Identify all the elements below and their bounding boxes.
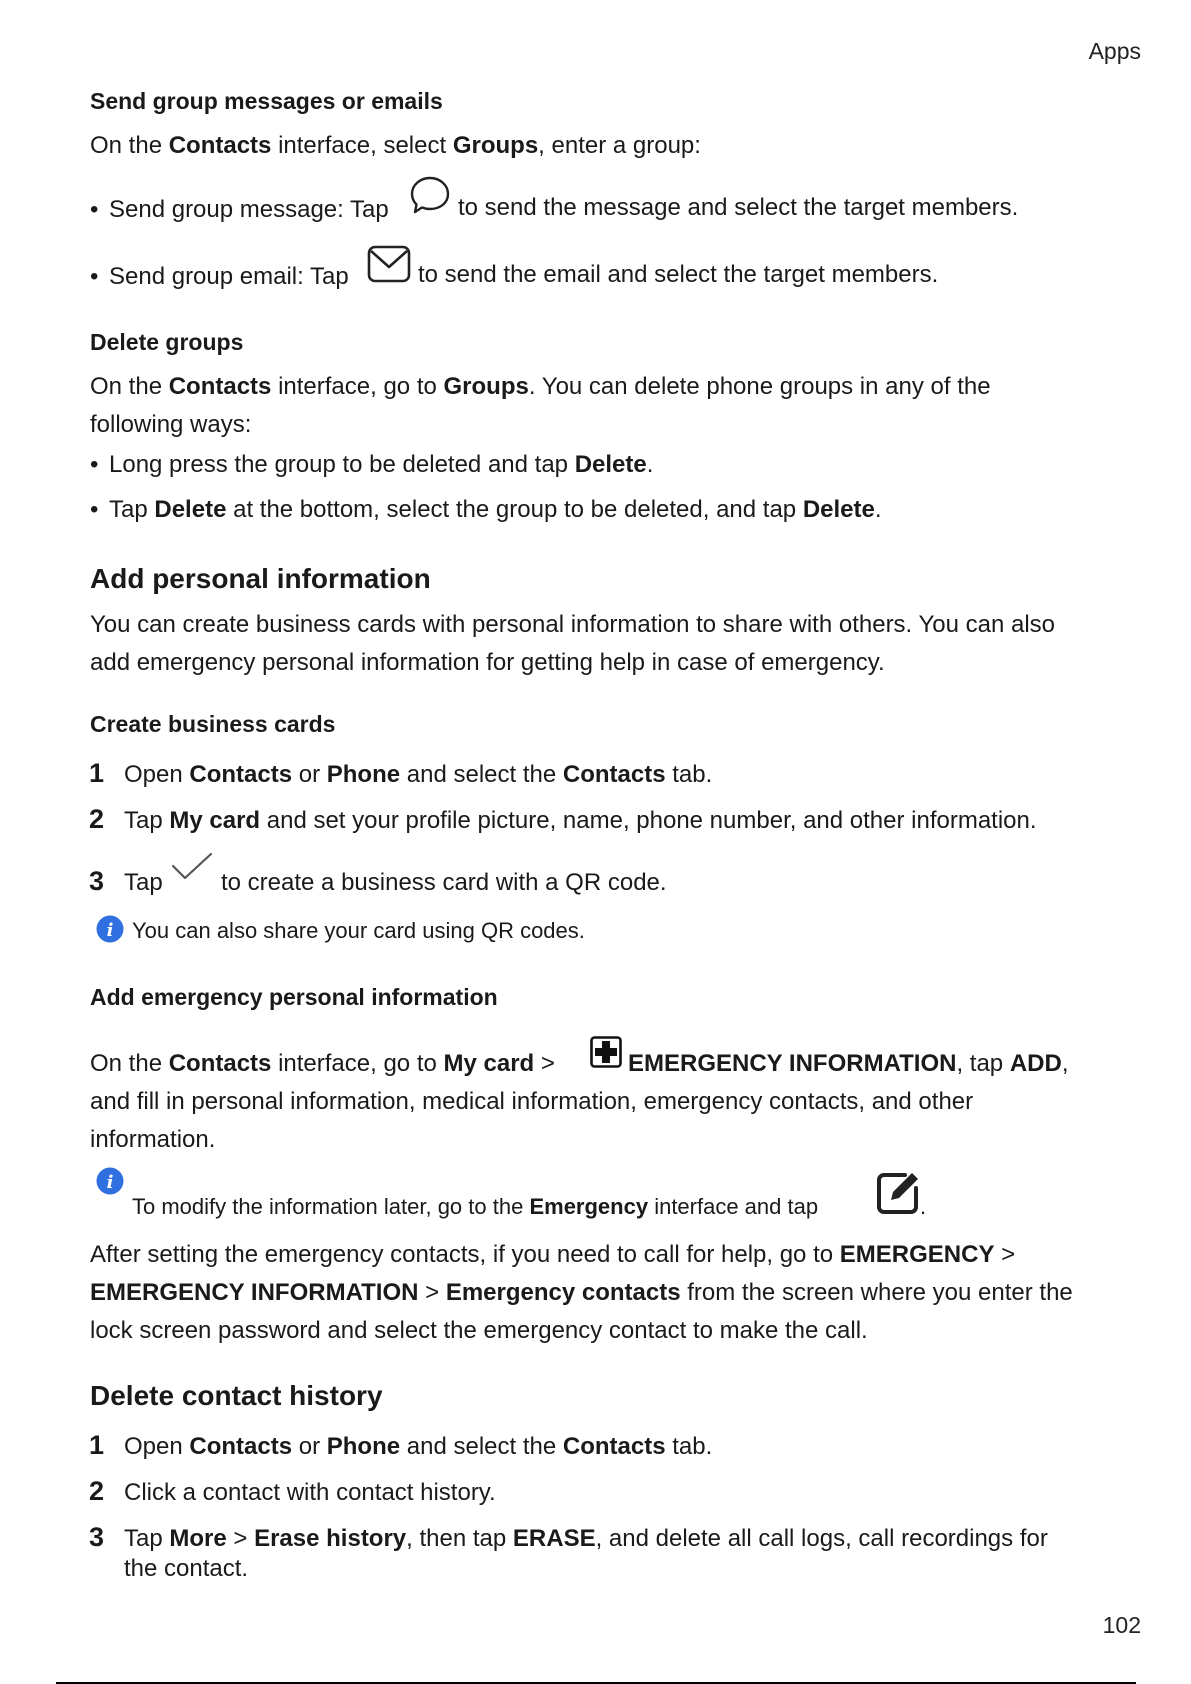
info-icon (96, 1167, 124, 1195)
emergency-line1-part2: EMERGENCY INFORMATION, tap ADD, (628, 1050, 1069, 1077)
step-number: 3 (89, 1522, 105, 1552)
history-step3-text: Tap More > Erase history, then tap ERASE, and delete all call logs, call recordings for (124, 1525, 1048, 1552)
step-number: 3 (89, 866, 105, 896)
bullet-send-group-email-after: to send the email and select the target members. (418, 261, 939, 288)
info-icon (96, 915, 124, 943)
delete-groups-heading: Delete groups (90, 329, 244, 355)
delete-history-heading: Delete contact history (90, 1380, 383, 1411)
emergency-after-line2: EMERGENCY INFORMATION > Emergency contacts from the screen where you enter the (90, 1279, 1073, 1306)
emergency-after-line3: lock screen password and select the emergency contact to make the call. (90, 1317, 868, 1344)
emergency-heading: Add emergency personal information (90, 984, 498, 1010)
emergency-line2: and fill in personal information, medical information, emergency contacts, and other (90, 1088, 974, 1115)
business-step3-after: to create a business card with a QR code. (221, 869, 667, 896)
emergency-note-period: . (920, 1194, 927, 1219)
svg-text:i: i (106, 1172, 114, 1193)
emergency-line1-part1: On the Contacts interface, go to My card > (90, 1050, 555, 1077)
page-header-section: Apps (1088, 38, 1141, 64)
personal-info-heading: Add personal information (90, 563, 431, 594)
business-step2-text: Tap My card and set your profile picture, name, phone number, and other information. (124, 807, 1037, 834)
mail-icon (367, 245, 411, 283)
history-step1-text: Open Contacts or Phone and select the Contacts tab. (124, 1433, 713, 1460)
step-number: 1 (89, 758, 105, 788)
edit-icon (875, 1170, 921, 1216)
send-group-heading: Send group messages or emails (90, 88, 443, 114)
emergency-after-line1: After setting the emergency contacts, if you need to call for help, go to EMERGENCY > (90, 1241, 1016, 1268)
personal-info-line2: add emergency personal information for getting help in case of emergency. (90, 649, 885, 676)
emergency-note-text: To modify the information later, go to the Emergency interface and tap (132, 1194, 819, 1219)
page-number: 102 (1102, 1612, 1141, 1638)
send-group-intro: On the Contacts interface, select Groups, enter a group: (90, 132, 701, 159)
business-step3-before: Tap (124, 869, 163, 896)
bullet-send-group-message-after: to send the message and select the target members. (458, 194, 1019, 221)
step-number: 2 (89, 1476, 105, 1506)
history-step2-text: Click a contact with contact history. (124, 1479, 496, 1506)
emergency-line3: information. (90, 1126, 216, 1153)
personal-info-line1: You can create business cards with personal information to share with others. You can also (90, 611, 1056, 638)
business-step1-text: Open Contacts or Phone and select the Contacts tab. (124, 761, 713, 788)
svg-text:i: i (106, 920, 114, 941)
checkmark-icon (170, 852, 214, 884)
delete-groups-intro-line1: On the Contacts interface, go to Groups. You can delete phone groups in any of the (90, 373, 991, 400)
medical-cross-icon (590, 1036, 622, 1068)
message-bubble-icon (408, 174, 452, 218)
delete-groups-intro-line2: following ways: (90, 411, 252, 438)
step-number: 1 (89, 1430, 105, 1460)
history-step3-line2: the contact. (124, 1555, 249, 1582)
business-card-note: You can also share your card using QR codes. (132, 918, 585, 943)
business-cards-heading: Create business cards (90, 711, 336, 737)
step-number: 2 (89, 804, 105, 834)
